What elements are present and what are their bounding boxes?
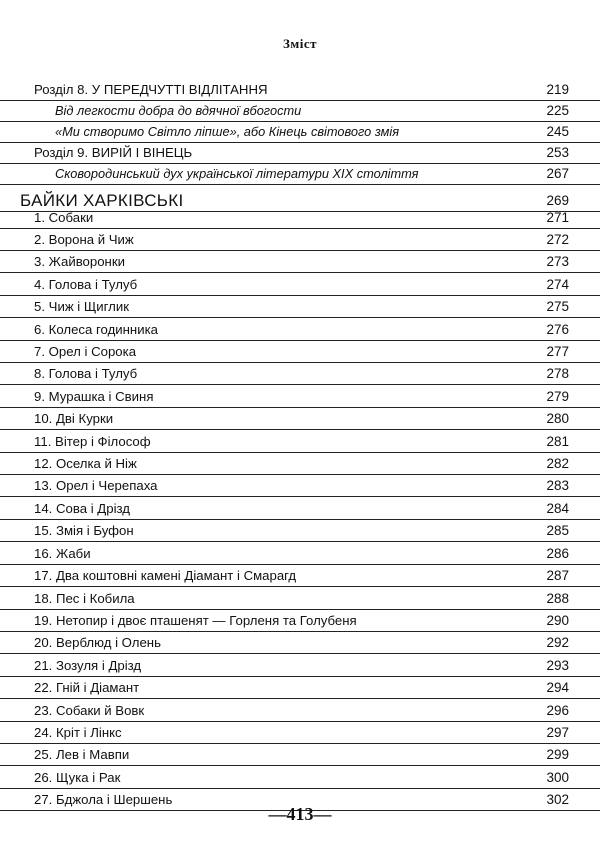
toc-entry-title: 26. Щука і Рак <box>34 770 121 785</box>
toc-entry-page: 271 <box>546 210 569 225</box>
toc-entry-title: 11. Вітер і Філософ <box>34 434 151 449</box>
toc-entry-title: Сковородинський дух української літератури ХІХ століття <box>55 166 419 181</box>
toc-entry-page: 272 <box>546 232 569 247</box>
toc-entry-page: 275 <box>546 299 569 314</box>
toc-entry-title: 7. Орел і Сорока <box>34 344 137 359</box>
toc-entry <box>0 701 600 722</box>
toc-entry-title: 3. Жайворонки <box>34 254 125 269</box>
toc-entry <box>0 164 600 185</box>
toc-entry-page: 299 <box>546 747 569 762</box>
toc-entry <box>0 544 600 565</box>
toc-entry <box>0 678 600 699</box>
toc-entry <box>0 122 600 143</box>
toc-entry-page: 286 <box>546 546 569 561</box>
toc-entry-title: 1. Собаки <box>34 210 94 225</box>
toc-entry-title: БАЙКИ ХАРКІВСЬКІ <box>20 191 184 210</box>
toc-entry <box>0 364 600 385</box>
toc-entry-title: 5. Чиж і Щиглик <box>34 299 129 314</box>
toc-entry <box>0 499 600 520</box>
toc-entry <box>0 611 600 632</box>
toc-entry-title: 25. Лев і Мавпи <box>34 747 130 762</box>
page-header-title: Зміст <box>283 36 317 51</box>
toc-entry-title: 12. Оселка й Ніж <box>34 456 137 471</box>
toc-entry-title: Від легкости добра до вдячної вбогости <box>55 103 302 118</box>
toc-entry-page: 282 <box>546 456 569 471</box>
toc-entry-page: 225 <box>546 103 569 118</box>
toc-entry-title: 16. Жаби <box>34 546 91 561</box>
toc-entry-title: Розділ 9. ВИРІЙ І ВІНЕЦЬ <box>34 145 193 160</box>
toc-entry <box>0 208 600 229</box>
toc-entry <box>0 342 600 363</box>
toc-entry-page: 284 <box>546 501 569 516</box>
toc-entry <box>0 143 600 164</box>
toc-entry <box>0 409 600 430</box>
toc-entry <box>0 454 600 475</box>
toc-entry-page: 294 <box>546 680 569 695</box>
toc-entry-page: 296 <box>546 703 569 718</box>
toc-entry-title: 2. Ворона й Чиж <box>34 232 134 247</box>
toc-entry-title: 10. Дві Курки <box>34 411 114 426</box>
toc-entry-title: 9. Мурашка і Свиня <box>34 389 154 404</box>
toc-entry <box>0 387 600 408</box>
toc-entry-page: 302 <box>546 792 569 807</box>
toc-entry-page: 292 <box>546 635 569 650</box>
toc-entry <box>0 252 600 273</box>
toc-entry <box>0 656 600 677</box>
toc-entry <box>0 521 600 542</box>
toc-entry-title: 23. Собаки й Вовк <box>34 703 145 718</box>
toc-entry-page: 287 <box>546 568 569 583</box>
toc-entry-page: 293 <box>546 658 569 673</box>
toc-entry <box>0 297 600 318</box>
toc-entry-title: 15. Змія і Буфон <box>34 523 134 538</box>
toc-entry-title: 8. Голова і Тулуб <box>34 366 138 381</box>
toc-entry-page: 278 <box>546 366 569 381</box>
toc-entry <box>0 476 600 497</box>
toc-entry-page: 219 <box>546 82 569 97</box>
toc-entry-title: 21. Зозуля і Дрізд <box>34 658 142 673</box>
toc-entry <box>0 633 600 654</box>
toc-entry <box>0 320 600 341</box>
toc-entry-page: 253 <box>546 145 569 160</box>
toc-entry-page: 274 <box>546 277 569 292</box>
toc-entry-page: 280 <box>546 411 569 426</box>
toc-entry <box>0 230 600 251</box>
toc-entry-page: 281 <box>546 434 569 449</box>
toc-entry-page: 297 <box>546 725 569 740</box>
toc-entry-page: 290 <box>546 613 569 628</box>
toc-entry-title: 27. Бджола і Шершень <box>34 792 173 807</box>
toc-entry <box>0 275 600 296</box>
toc-entry-title: 14. Сова і Дрізд <box>34 501 130 516</box>
toc-entry-title: 22. Гній і Діамант <box>34 680 140 695</box>
toc-entry-page: 276 <box>546 322 569 337</box>
toc-entry <box>0 768 600 789</box>
toc-entry-page: 300 <box>546 770 569 785</box>
toc-entry-page: 283 <box>546 478 569 493</box>
toc-entry <box>0 723 600 744</box>
toc-entry <box>0 432 600 453</box>
toc-entry <box>0 745 600 766</box>
toc-entry-page: 279 <box>546 389 569 404</box>
toc-entry-title: 20. Верблюд і Олень <box>34 635 161 650</box>
toc-entry <box>0 566 600 587</box>
toc-entry-title: 18. Пес і Кобила <box>34 591 135 606</box>
toc-entry-page: 267 <box>546 166 569 181</box>
toc-entry-title: 17. Два коштовні камені Діамант і Смарагд <box>34 568 297 583</box>
toc-entry <box>0 589 600 610</box>
toc-entry-title: Розділ 8. У ПЕРЕДЧУТТІ ВІДЛІТАННЯ <box>34 82 268 97</box>
toc-entry-title: 13. Орел і Черепаха <box>34 478 158 493</box>
toc-entry-title: 24. Кріт і Лінкс <box>34 725 122 740</box>
toc-entry <box>0 80 600 101</box>
toc-entry-page: 277 <box>546 344 569 359</box>
toc-entry-title: 19. Нетопир і двоє пташенят — Горленя та Голубеня <box>34 613 357 628</box>
toc-entry <box>0 101 600 122</box>
toc-entry-page: 288 <box>546 591 569 606</box>
toc-entry-page: 269 <box>546 193 569 208</box>
toc-entry-title: «Ми створимо Світло ліпше», або Кінець світового змія <box>55 124 400 139</box>
page-number: —413— <box>268 804 332 824</box>
toc-entry-title: 4. Голова і Тулуб <box>34 277 138 292</box>
toc-entry-page: 273 <box>546 254 569 269</box>
toc-entry-page: 285 <box>546 523 569 538</box>
toc-entry-page: 245 <box>546 124 569 139</box>
toc-entry-title: 6. Колеса годинника <box>34 322 158 337</box>
